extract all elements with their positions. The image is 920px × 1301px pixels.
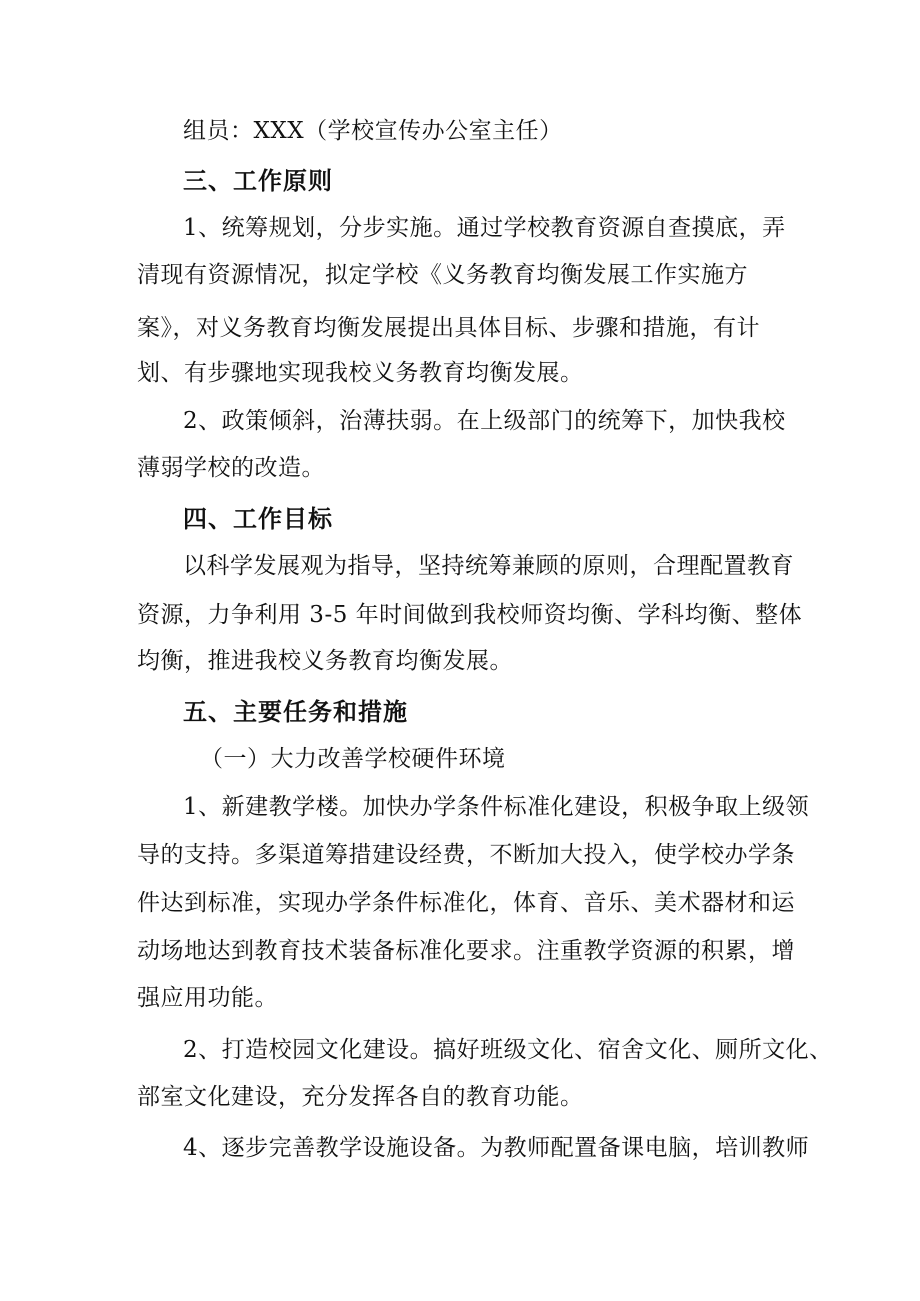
paragraph-line: 薄弱学校的改造。 xyxy=(137,455,325,481)
paragraph-line: 1、统筹规划，分步实施。通过学校教育资源自查摸底，弄 xyxy=(183,215,786,241)
paragraph-line: 均衡，推进我校义务教育均衡发展。 xyxy=(137,648,513,674)
paragraph-line: 资源，力争利用 3-5 年时间做到我校师资均衡、学科均衡、整体 xyxy=(137,602,803,628)
members-line: 组员：XXX（学校宣传办公室主任） xyxy=(183,118,563,144)
paragraph-line: 案》，对义务教育均衡发展提出具体目标、步骤和措施，有计 xyxy=(137,315,760,341)
paragraph-line: 4、逐步完善教学设施设备。为教师配置备课电脑，培训教师 xyxy=(183,1135,810,1161)
section-heading-goals: 四、工作目标 xyxy=(183,505,333,533)
paragraph-line: 2、政策倾斜，治薄扶弱。在上级部门的统筹下，加快我校 xyxy=(183,408,786,434)
subsection-heading: （一）大力改善学校硬件环境 xyxy=(200,746,506,772)
section-heading-tasks: 五、主要任务和措施 xyxy=(183,698,408,726)
paragraph-line: 动场地达到教育技术装备标准化要求。注重教学资源的积累，增 xyxy=(137,938,795,964)
paragraph-line: 强应用功能。 xyxy=(137,985,278,1011)
paragraph-line: 划、有步骤地实现我校义务教育均衡发展。 xyxy=(137,360,584,386)
paragraph-line: 清现有资源情况，拟定学校《义务教育均衡发展工作实施方 xyxy=(137,262,748,288)
section-heading-principles: 三、工作原则 xyxy=(183,167,333,195)
paragraph-line: 以科学发展观为指导，坚持统筹兼顾的原则，合理配置教育 xyxy=(183,553,794,579)
paragraph-line: 2、打造校园文化建设。搞好班级文化、宿舍文化、厕所文化、 xyxy=(183,1037,833,1063)
paragraph-line: 件达到标准，实现办学条件标准化，体育、音乐、美术器材和运 xyxy=(137,890,795,916)
paragraph-line: 导的支持。多渠道筹措建设经费，不断加大投入，使学校办学条 xyxy=(137,842,795,868)
paragraph-line: 部室文化建设，充分发挥各自的教育功能。 xyxy=(137,1084,584,1110)
paragraph-line: 1、新建教学楼。加快办学条件标准化建设，积极争取上级领 xyxy=(183,794,810,820)
